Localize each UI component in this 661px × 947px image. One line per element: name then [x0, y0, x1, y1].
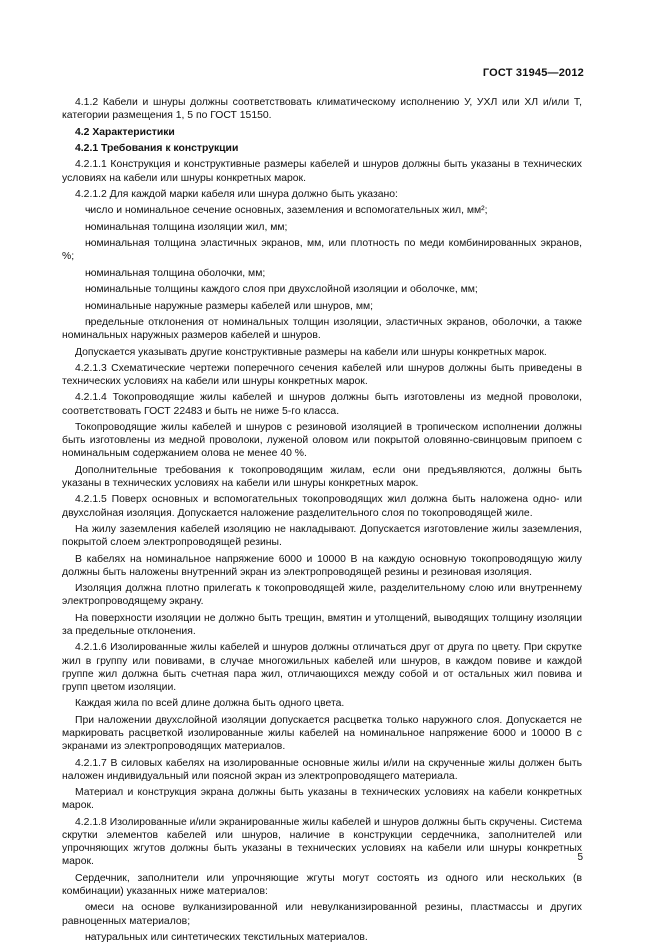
- list-item-text: номинальные толщины каждого слоя при двухслойной изоляции и оболочке, мм;: [85, 284, 478, 296]
- paragraph: В кабелях на номинальное напряжение 6000 и 10000 В на каждую основную токопроводящую жилу должны быть наложены внутренний экран из электропроводящей резины и резиновая изоляция.: [62, 553, 582, 578]
- paragraph: На жилу заземления кабелей изоляцию не накладывают. Допускается изготовление жилы заземления, покрытой слоем электропроводящей резины.: [62, 524, 582, 549]
- list-dash: [75, 283, 85, 296]
- paragraph: 4.1.2 Кабели и шнуры должны соответствовать климатическому исполнению У, УХЛ или ХЛ и/или Т, категории размещения 1, 5 по ГОСТ 15150.: [62, 97, 582, 122]
- paragraph: Дополнительные требования к токопроводящим жилам, если они предъявляются, должны быть указаны в технических условиях на кабели или шнуры конкретных марок.: [62, 464, 582, 490]
- paragraph: 4.2.1.2 Для каждой марки кабеля или шнура должно быть указано:: [75, 188, 398, 200]
- paragraph: 4.2.1.6 Изолированные жилы кабелей и шнуров должны отличаться друг от друга по цвету. При скрутке жил в группу или повивами, в случае многожильных кабелей или шнуров, в каждом повиве и каждой группе жил должна быть счетная пара жил, отличающихся между собой и от остальных жил повива и групп цветом изоляции.: [62, 642, 582, 694]
- list-item: [62, 316, 582, 342]
- list-dash: [75, 221, 85, 234]
- list-dash: [75, 204, 85, 217]
- paragraph: 4.2.1.4 Токопроводящие жилы кабелей и шнуров должны быть изготовлены из медной проволоки, соответствовать ГОСТ 22483 и быть не ниже 5-го класса.: [62, 392, 582, 417]
- list-dash: [75, 901, 85, 914]
- list-item: [62, 204, 582, 217]
- paragraph: На поверхности изоляции не должно быть трещин, вмятин и утолщений, выводящих толщину изоляции за предельные отклонения.: [62, 612, 582, 638]
- paragraph: Материал и конструкция экрана должны быть указаны в технических условиях на кабели конкретных марок.: [62, 787, 582, 812]
- list-item: [62, 221, 582, 234]
- list-dash: [75, 237, 85, 250]
- list-item: [62, 901, 582, 927]
- list-item-text: предельные отклонения от номинальных толщин изоляции, эластичных экранов, оболочки, а также номинальных наружных размеров кабелей и шнуров.: [62, 316, 582, 342]
- list-dash: [75, 267, 85, 280]
- paragraph: 4.2.1.7 В силовых кабелях на изолированные основные жилы и/или на скрученные жилы должен быть наложен индивидуальный или поясной экран из электропроводящего материала.: [62, 757, 582, 782]
- paragraph: Каждая жила по всей длине должна быть одного цвета.: [75, 698, 345, 710]
- list-dash: [75, 300, 85, 313]
- paragraph: Сердечник, заполнители или упрочняющие жгуты могут состоять из одного или нескольких (в комбинации) указанных ниже материалов:: [62, 872, 582, 898]
- standard-header: ГОСТ 31945—2012: [482, 67, 584, 79]
- paragraph: 4.2.1.8 Изолированные и/или экранированные жилы кабелей и шнуров должны быть скручены. Система скрутки элементов кабелей или шнуров, наличие в конструкции сердечника, заполнителей или упрочняющих жгутов должны быть указаны в технических условиях на кабели или шнуры конкретных марок.: [62, 816, 582, 868]
- paragraph: Допускается указывать другие конструктивные размеры на кабели или шнуры конкретных марок.: [75, 346, 547, 358]
- list-dash: [75, 316, 85, 329]
- list-item-text: натуральных или синтетических текстильных материалов.: [85, 932, 368, 943]
- list-item-text: номинальная толщина оболочки, мм;: [85, 267, 266, 279]
- list-item: [62, 267, 582, 280]
- list-item-text: смеси на основе вулканизированной или невулканизированной резины, пластмассы и других равноценных материалов;: [62, 902, 582, 927]
- list-item: [62, 931, 582, 944]
- paragraph: 4.2.1.5 Поверх основных и вспомогательных токопроводящих жил должна быть наложена одно- или двухслойная изоляция. Допускается наложение разделительного слоя по токопроводящей жиле.: [62, 494, 582, 519]
- list-item: [62, 283, 582, 296]
- section-heading: 4.2 Характеристики: [75, 126, 175, 138]
- section-heading: 4.2.1 Требования к конструкции: [75, 142, 239, 154]
- paragraph: Токопроводящие жилы кабелей и шнуров с резиновой изоляцией в тропическом исполнении должны быть изготовлены из медной проволоки, луженой оловом или покрытой оловянно-свинцовым припоем с номинальным содержанием олова не менее 40 %.: [62, 422, 582, 460]
- paragraph: 4.2.1.1 Конструкция и конструктивные размеры кабелей и шнуров должны быть указаны в технических условиях на кабели или шнуры конкретных марок.: [62, 159, 582, 184]
- list-item: [62, 237, 582, 263]
- paragraph: Изоляция должна плотно прилегать к токопроводящей жиле, разделительному слою или внутреннему электропроводящему экрану.: [62, 583, 582, 608]
- list-item-text: номинальная толщина элaстичных экранов, мм, или плотность по меди комбинированных экранов, %;: [62, 238, 582, 263]
- paragraph: При наложении двухслойной изоляции допускается расцветка только наружного слоя. Допускается не маркировать расцветкой изолированные жилы кабелей на номинальное напряжение 6000 и 10000 В с экранами из электропроводящих материалов.: [62, 714, 582, 753]
- list-item-text: номинальные наружные размеры кабелей или шнуров, мм;: [85, 300, 373, 312]
- page-number: 5: [577, 852, 583, 863]
- list-item-text: число и номинальное сечение основных, заземления и вспомогательных жил, мм²;: [85, 205, 488, 217]
- paragraph: 4.2.1.3 Схематические чертежи поперечного сечения кабелей или шнуров должны быть приведены в технических условиях на кабели или шнуры конкретных марок.: [62, 362, 582, 388]
- list-item: [62, 300, 582, 313]
- list-item-text: номинальная толщина изоляции жил, мм;: [85, 221, 288, 233]
- list-dash: [75, 931, 85, 944]
- document-body: [62, 96, 582, 947]
